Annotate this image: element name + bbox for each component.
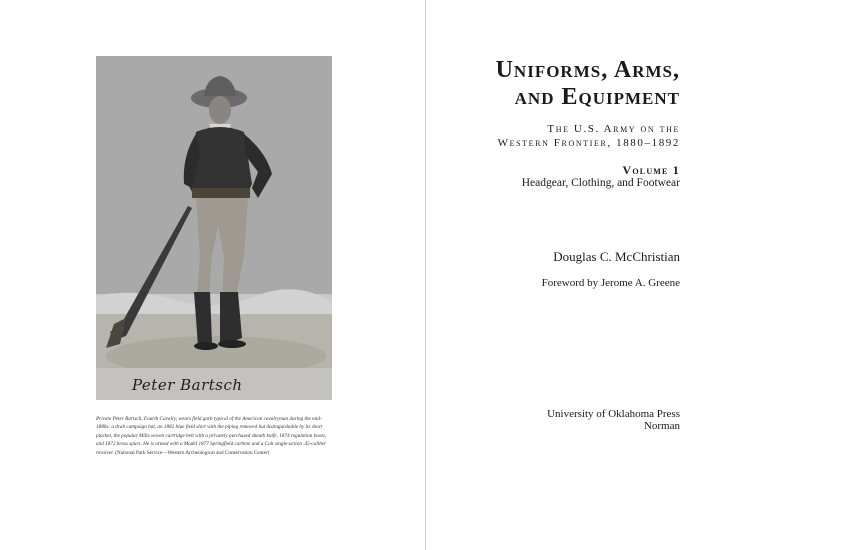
frontispiece-photo [96, 56, 332, 400]
publisher-city: Norman [643, 420, 680, 432]
photo-signature: Peter Bartsch [132, 376, 243, 394]
subtitle-line1: The U.S. Army on the [547, 123, 680, 135]
publisher-block [547, 408, 680, 432]
book-subtitle [498, 122, 680, 150]
book-title-line1: Uniforms, Arms, [495, 57, 680, 83]
caption-credit: (National Park Service—Western Archeological and Conservation Center) [115, 449, 270, 456]
volume-subtitle: Headgear, Clothing, and Footwear [521, 177, 680, 189]
book-title-line2: and Equipment [514, 84, 680, 110]
caption-text: Private Peter Bartsch, Fourth Cavalry, wears field garb typical of the American cavalryman during the mid-1880s: a drab campaign hat, an 1882 blue field shirt with the piping removed but distinguishable by its short placket, the popular Mills woven cartridge belt with a privately purchased sheath knife, 1874 regulation boots, and 1872 brass spurs. He is armed with a Model 1877 Springfield carbine and a Colt single-action .45-caliber revolver. [96, 416, 327, 456]
photo-caption [96, 415, 332, 457]
foreword-credit: Foreword by Jerome A. Greene [541, 277, 680, 289]
subtitle-line2: Western Frontier, 1880–1892 [497, 137, 680, 149]
publisher-name: University of Oklahoma Press [547, 408, 680, 420]
volume-label: Volume 1 [622, 163, 680, 177]
author-name: Douglas C. McChristian [553, 249, 680, 264]
soldier-illustration [96, 56, 332, 400]
